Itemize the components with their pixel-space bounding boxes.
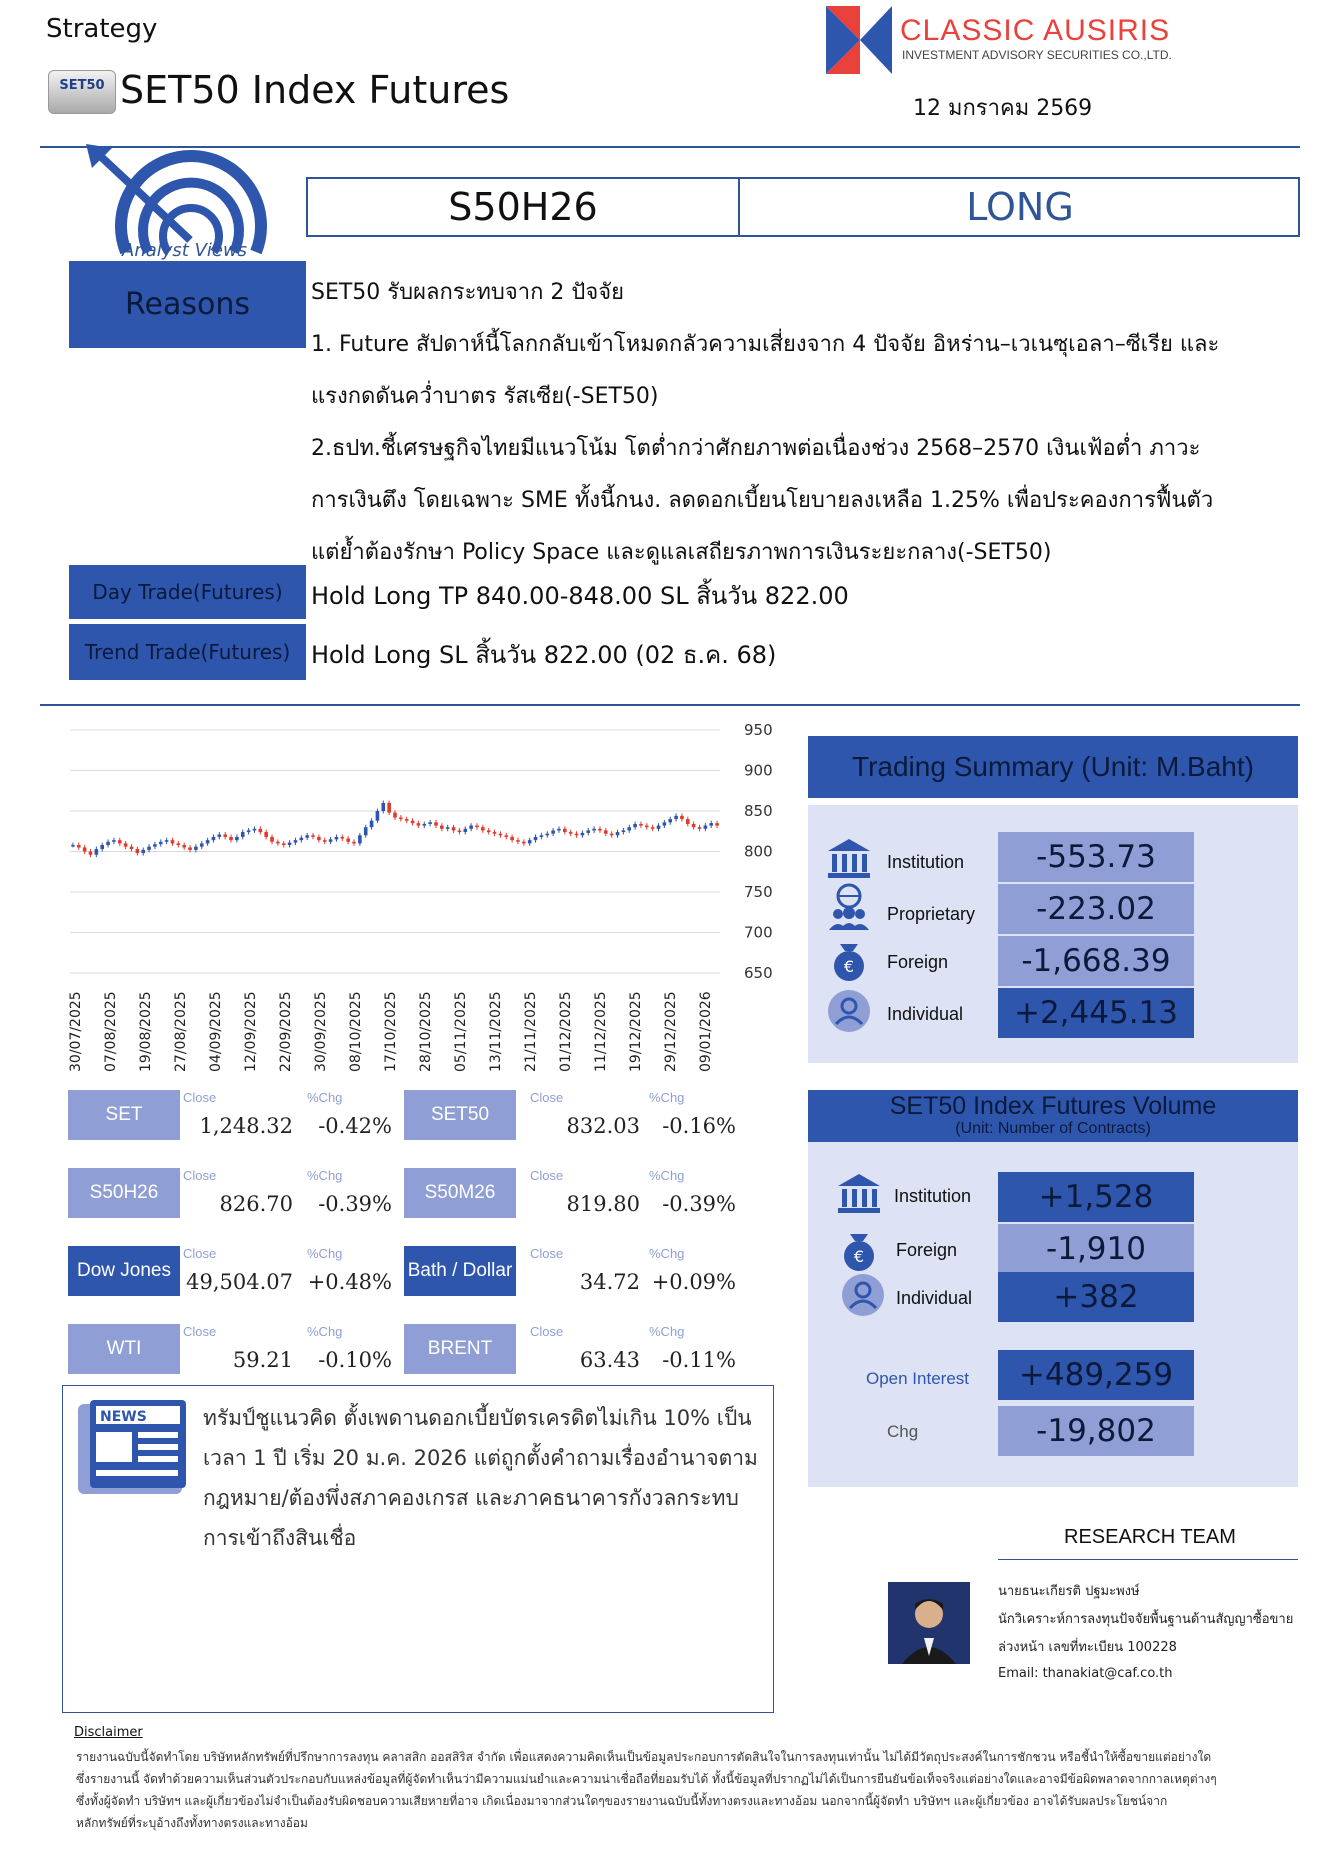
quote-chg: -0.39%	[662, 1192, 736, 1216]
candle-body	[311, 835, 315, 837]
ts-row-value: -1,668.39	[998, 936, 1194, 986]
foreign-money-bag-icon	[826, 936, 872, 982]
candle-body	[516, 840, 520, 842]
newspaper-icon	[76, 1400, 188, 1496]
candle-body	[165, 840, 169, 842]
quote-chg-label: %Chg	[649, 1168, 685, 1183]
candle-body	[522, 842, 526, 844]
quote-close: 1,248.32	[199, 1114, 293, 1138]
ts-row-label: Individual	[887, 1004, 964, 1024]
candle-body	[171, 840, 175, 843]
candle-body	[540, 835, 544, 837]
quote-name: WTI	[68, 1324, 180, 1374]
trend-trade-value: Hold Long SL สิ้นวัน 822.00 (02 ธ.ค. 68)	[311, 641, 777, 669]
company-name: CLASSIC AUSIRIS	[900, 14, 1171, 47]
analyst-name: นายธนะเกียรติ ปฐมะพงษ์	[998, 1584, 1140, 1599]
individual-icon	[840, 1272, 886, 1318]
ts-row-label: Foreign	[887, 952, 949, 972]
candle-body	[680, 816, 684, 819]
x-tick-label: 27/08/2025	[173, 991, 189, 1072]
candle-body	[452, 827, 456, 830]
set50-logo-badge	[48, 70, 116, 114]
open-interest-value: +489,259	[998, 1350, 1194, 1400]
candle-body	[194, 847, 198, 850]
contract-box	[306, 177, 1300, 237]
candle-body	[569, 832, 573, 834]
x-tick-label: 08/10/2025	[348, 991, 364, 1072]
reason-line: แต่ย้ำต้องรักษา Policy Space และดูแลเสถียรภาพการเงินระยะกลาง(-SET50)	[311, 540, 1052, 565]
candle-body	[528, 840, 532, 843]
proprietary-icon	[826, 884, 872, 930]
candle-body	[200, 843, 204, 846]
x-tick-label: 12/09/2025	[243, 991, 259, 1072]
quote-close: 49,504.07	[186, 1270, 293, 1294]
trend-trade-label: Trend Trade(Futures)	[69, 624, 306, 680]
candle-body	[235, 837, 239, 840]
quote-chg-label: %Chg	[649, 1324, 685, 1339]
x-tick-label: 19/08/2025	[138, 991, 154, 1072]
candle-body	[358, 835, 362, 843]
quote-close: 59.21	[232, 1348, 293, 1372]
quote-chg-label: %Chg	[307, 1324, 343, 1339]
quote-chg: -0.11%	[662, 1348, 736, 1372]
candle-body	[276, 842, 280, 844]
candle-body	[89, 852, 93, 855]
vol-row-value: +1,528	[998, 1172, 1194, 1222]
candle-body	[575, 834, 579, 836]
candle-body	[130, 847, 134, 849]
trading-summary-title: Trading Summary (Unit: M.Baht)	[808, 736, 1298, 798]
reason-line: 1. Future สัปดาห์นี้โลกกลับเข้าโหมดกลัวความเสี่ยงจาก 4 ปัจจัย อิหร่าน–เวเนซุเอลา–ซีเรีย และ	[311, 332, 1220, 357]
quote-close: 832.03	[566, 1114, 640, 1138]
candle-body	[206, 840, 210, 843]
x-tick-label: 30/07/2025	[68, 991, 84, 1072]
candle-body	[668, 819, 672, 822]
quote-name: S50M26	[404, 1168, 516, 1218]
oi-chg-label: Chg	[887, 1422, 919, 1441]
futures-volume-title	[808, 1090, 1298, 1142]
quote-close: 819.80	[566, 1192, 640, 1216]
candle-body	[112, 840, 116, 842]
x-tick-label: 07/08/2025	[103, 991, 119, 1072]
analyst-license: ล่วงหน้า เลขที่ทะเบียน 100228	[998, 1640, 1177, 1655]
candle-body	[259, 829, 263, 832]
quote-chg-label: %Chg	[649, 1246, 685, 1261]
x-tick-label: 05/11/2025	[453, 991, 469, 1072]
reason-line: SET50 รับผลกระทบจาก 2 ปัจจัย	[311, 280, 625, 305]
disclaimer-line: ซึ่งรายงานนี้ จัดทำด้วยความเห็นส่วนตัวประกอบกับแหล่งข้อมูลที่ผู้จัดทำเห็นว่ามีความแม่นยำและความน่าเชื่อถือที่ยอมรับได้ ทั้งนี้ข้อมูลที่ปรากฏไม่ได้เป็นการยืนยันข้อเท็จจริงแต่อย่างใดและอาจมีข้อผิดพลาดจากกาลเหตุต่างๆ	[76, 1772, 1217, 1786]
futures-volume-unit: (Unit: Number of Contracts)	[955, 1120, 1151, 1137]
quote-chg-label: %Chg	[307, 1246, 343, 1261]
day-trade-label: Day Trade(Futures)	[69, 565, 306, 619]
news-icon-label: NEWS	[100, 1409, 147, 1425]
candle-body	[692, 824, 696, 827]
ts-row-value: -223.02	[998, 884, 1194, 934]
x-tick-label: 22/09/2025	[278, 991, 294, 1072]
svg-text:€: €	[843, 957, 855, 976]
quote-chg: +0.09%	[651, 1270, 736, 1294]
team-divider	[998, 1559, 1298, 1560]
candle-body	[282, 843, 286, 845]
candle-body	[153, 844, 157, 846]
y-tick-label: 800	[744, 842, 773, 861]
x-tick-label: 04/09/2025	[208, 991, 224, 1072]
quote-chg-label: %Chg	[307, 1090, 343, 1105]
price-chart	[60, 718, 773, 1080]
candle-body	[71, 845, 75, 847]
candle-body	[300, 838, 304, 840]
candle-body	[715, 823, 719, 825]
individual-icon	[826, 988, 872, 1034]
candle-body	[305, 835, 309, 837]
candle-body	[563, 829, 567, 832]
analyst-email[interactable]: Email: thanakiat@caf.co.th	[998, 1666, 1173, 1681]
candle-body	[499, 834, 503, 836]
position-signal: LONG	[966, 185, 1074, 229]
candle-body	[364, 827, 368, 835]
candle-body	[393, 813, 397, 818]
candle-body	[493, 832, 497, 834]
candle-body	[270, 837, 274, 842]
disclaimer-line: ซึ่งทั้งผู้จัดทำ บริษัทฯ และผู้เกี่ยวข้องไม่จำเป็นต้องรับผิดชอบความเสียหายที่อาจ เกิดเนื่องมาจากส่วนใดๆของรายงานฉบับนี้ทั้งทางตรงและทางอ้อม นอกจากนี้ผู้จัดทำ บริษัทฯ และผู้เกี่ยวข้อง อาจได้รับผลประโยชน์จาก	[76, 1794, 1168, 1808]
candle-body	[551, 830, 555, 833]
candle-body	[463, 829, 467, 832]
quote-chg: -0.16%	[662, 1114, 736, 1138]
candle-body	[604, 830, 608, 833]
candle-body	[434, 822, 438, 825]
candle-body	[411, 821, 415, 823]
x-tick-label: 30/09/2025	[313, 991, 329, 1072]
reason-line: แรงกดดันคว่ำบาตร รัสเซีย(-SET50)	[311, 384, 659, 409]
disclaimer-line: รายงานฉบับนี้จัดทำโดย บริษัทหลักทรัพย์ที่ปรึกษาการลงทุน คลาสสิก ออสสิริส จำกัด เพื่อแสดงความคิดเห็นเป็นข้อมูลประกอบการตัดสินใจในการลงทุนเท่านั้น ไม่ได้มีวัตถุประสงค์ในการชักชวน หรือชี้นำให้ซื้อขายแต่อย่างใด	[76, 1750, 1212, 1764]
candle-body	[627, 827, 631, 830]
candle-body	[663, 822, 667, 825]
analyst-position: นักวิเคราะห์การลงทุนปัจจัยพื้นฐานด้านสัญญาซื้อขาย	[998, 1612, 1294, 1627]
doc-label: Strategy	[46, 14, 158, 44]
candle-body	[405, 819, 409, 821]
oi-chg-value: -19,802	[998, 1406, 1194, 1456]
analyst-views-caption: Analyst Views	[122, 240, 248, 261]
candle-body	[581, 833, 585, 835]
reasons-label: Reasons	[69, 261, 306, 348]
candle-body	[698, 827, 702, 829]
candle-body	[352, 842, 356, 844]
candle-body	[223, 834, 227, 836]
y-tick-label: 750	[744, 883, 773, 901]
quote-close: 826.70	[219, 1192, 293, 1216]
candle-body	[317, 837, 321, 840]
candle-body	[709, 823, 713, 825]
candle-body	[598, 829, 602, 831]
institution-icon	[826, 835, 872, 881]
contract-code: S50H26	[308, 179, 740, 235]
vol-row-value: -1,910	[998, 1224, 1194, 1274]
candle-body	[136, 849, 140, 853]
candle-body	[616, 832, 620, 835]
quote-name: BRENT	[404, 1324, 516, 1374]
foreign-money-bag-icon	[836, 1226, 882, 1272]
quote-chg: -0.42%	[318, 1114, 392, 1138]
candle-body	[586, 830, 590, 832]
candle-body	[557, 829, 561, 831]
candle-body	[481, 827, 485, 830]
candle-body	[124, 843, 128, 846]
candle-body	[182, 845, 186, 847]
badge-text: SET50	[59, 78, 105, 93]
candle-body	[639, 824, 643, 826]
svg-text:€: €	[853, 1247, 865, 1266]
candle-body	[633, 824, 637, 827]
candle-body	[381, 803, 385, 811]
x-tick-label: 28/10/2025	[418, 991, 434, 1072]
x-tick-label: 17/10/2025	[383, 991, 399, 1072]
day-trade-value: Hold Long TP 840.00-848.00 SL สิ้นวัน 822.00	[311, 582, 849, 610]
candle-body	[346, 839, 350, 842]
vol-row-label: Institution	[894, 1186, 972, 1206]
quote-chg: -0.39%	[318, 1192, 392, 1216]
candle-body	[376, 811, 380, 821]
ts-row-label: Proprietary	[887, 904, 976, 924]
candle-body	[177, 843, 181, 845]
quote-chg: +0.48%	[307, 1270, 392, 1294]
candle-body	[469, 826, 473, 829]
candle-body	[534, 837, 538, 840]
quote-close-label: Close	[183, 1246, 217, 1261]
company-subtitle: INVESTMENT ADVISORY SECURITIES CO.,LTD.	[902, 48, 1172, 62]
candle-body	[651, 827, 655, 829]
candle-body	[294, 840, 298, 842]
candle-body	[399, 817, 403, 819]
quote-close: 34.72	[579, 1270, 640, 1294]
candle-body	[118, 840, 122, 843]
candle-body	[657, 826, 661, 829]
candle-body	[487, 830, 491, 832]
candle-body	[417, 823, 421, 825]
candle-body	[106, 842, 110, 845]
y-tick-label: 950	[744, 721, 773, 739]
page-title: SET50 Index Futures	[120, 68, 510, 112]
quote-chg: -0.10%	[318, 1348, 392, 1372]
y-tick-label: 650	[744, 964, 773, 982]
ts-row-value: -553.73	[998, 832, 1194, 882]
news-text-line: ทรัมป์ชูแนวคิด ตั้งเพดานดอกเบี้ยบัตรเครดิตไม่เกิน 10% เป็น	[203, 1406, 752, 1430]
candle-body	[504, 835, 508, 837]
ts-row-value: +2,445.13	[998, 988, 1194, 1038]
quote-close: 63.43	[579, 1348, 640, 1372]
candle-body	[422, 824, 426, 826]
candle-body	[159, 842, 163, 844]
futures-volume-heading: SET50 Index Futures Volume	[889, 1092, 1217, 1120]
quote-chg-label: %Chg	[307, 1168, 343, 1183]
candle-body	[141, 850, 145, 853]
vol-row-label: Individual	[896, 1288, 973, 1308]
analyst-avatar	[888, 1582, 970, 1664]
news-text-line: การเข้าถึงสินเชื่อ	[203, 1526, 357, 1550]
candle-body	[264, 832, 268, 837]
quote-chg-label: %Chg	[649, 1090, 685, 1105]
y-tick-label: 900	[744, 761, 773, 780]
candle-body	[387, 803, 391, 813]
vol-row-label: Foreign	[896, 1240, 958, 1260]
quote-close-label: Close	[530, 1168, 564, 1183]
candle-body	[229, 837, 233, 840]
candle-body	[253, 829, 257, 831]
x-tick-label: 19/12/2025	[628, 991, 644, 1072]
candle-body	[370, 821, 374, 827]
candle-body	[458, 830, 462, 832]
quote-name: SET50	[404, 1090, 516, 1140]
y-tick-label: 850	[744, 802, 773, 820]
candle-body	[510, 837, 514, 840]
candle-body	[545, 834, 549, 836]
candle-body	[247, 830, 251, 832]
news-text-line: กฎหมาย/ต้องพึ่งสภาคองเกรส และภาคธนาคารกังวลกระทบ	[203, 1486, 739, 1510]
candle-body	[610, 834, 614, 836]
candle-body	[340, 837, 344, 839]
candle-body	[622, 830, 626, 832]
news-text-line: เวลา 1 ปี เริ่ม 20 ม.ค. 2026 แต่ถูกตั้งคำถามเรื่องอำนาจตาม	[203, 1446, 758, 1470]
candle-body	[704, 826, 708, 829]
candle-body	[335, 837, 339, 839]
institution-icon	[836, 1170, 882, 1216]
candle-body	[83, 847, 87, 851]
candle-body	[95, 849, 99, 855]
quote-close-label: Close	[183, 1324, 217, 1339]
open-interest-label: Open Interest	[866, 1369, 970, 1388]
candle-body	[77, 845, 81, 847]
candle-body	[592, 829, 596, 831]
research-team-title: RESEARCH TEAM	[1064, 1526, 1236, 1548]
candle-body	[475, 826, 479, 828]
disclaimer-line: หลักทรัพย์ที่ระบุอ้างถึงทั้งทางตรงและทางอ้อม	[76, 1816, 308, 1830]
company-logo-icon	[826, 6, 892, 74]
x-tick-label: 13/11/2025	[488, 991, 504, 1072]
candle-body	[440, 826, 444, 829]
x-tick-label: 09/01/2026	[698, 991, 714, 1072]
vol-row-value: +382	[998, 1272, 1194, 1322]
candle-body	[674, 816, 678, 819]
section-divider	[40, 704, 1300, 706]
quote-close-label: Close	[530, 1324, 564, 1339]
candle-body	[100, 845, 104, 849]
x-tick-label: 01/12/2025	[558, 991, 574, 1072]
candle-body	[288, 843, 292, 845]
x-tick-label: 29/12/2025	[663, 991, 679, 1072]
quote-name: Dow Jones	[68, 1246, 180, 1296]
candle-body	[147, 847, 151, 850]
x-tick-label: 11/12/2025	[593, 991, 609, 1072]
candle-body	[329, 839, 333, 841]
candle-body	[212, 837, 216, 840]
quote-close-label: Close	[530, 1246, 564, 1261]
x-tick-label: 21/11/2025	[523, 991, 539, 1072]
reason-line: 2.ธปท.ชี้เศรษฐกิจไทยมีแนวโน้ม โตต่ำกว่าศักยภาพต่อเนื่องช่วง 2568–2570 เงินเฟ้อต่ำ ภาวะ	[311, 436, 1201, 461]
candle-body	[323, 840, 327, 842]
quote-close-label: Close	[183, 1090, 217, 1105]
candle-body	[188, 847, 192, 849]
disclaimer-title: Disclaimer	[74, 1725, 143, 1740]
candle-body	[428, 822, 432, 824]
candle-body	[645, 826, 649, 828]
report-date: 12 มกราคม 2569	[913, 96, 1093, 121]
quote-name: Bath / Dollar	[404, 1246, 516, 1296]
quote-close-label: Close	[183, 1168, 217, 1183]
quote-close-label: Close	[530, 1090, 564, 1105]
y-tick-label: 700	[744, 923, 773, 942]
ts-row-label: Institution	[887, 852, 965, 872]
quote-name: SET	[68, 1090, 180, 1140]
candle-body	[218, 834, 222, 836]
candle-body	[446, 827, 450, 829]
candle-body	[241, 832, 245, 837]
reason-line: การเงินตึง โดยเฉพาะ SME ทั้งนี้กนง. ลดดอกเบี้ยนโยบายลงเหลือ 1.25% เพื่อประคองการฟื้นตัว	[311, 488, 1214, 513]
candle-body	[686, 819, 690, 824]
quote-name: S50H26	[68, 1168, 180, 1218]
